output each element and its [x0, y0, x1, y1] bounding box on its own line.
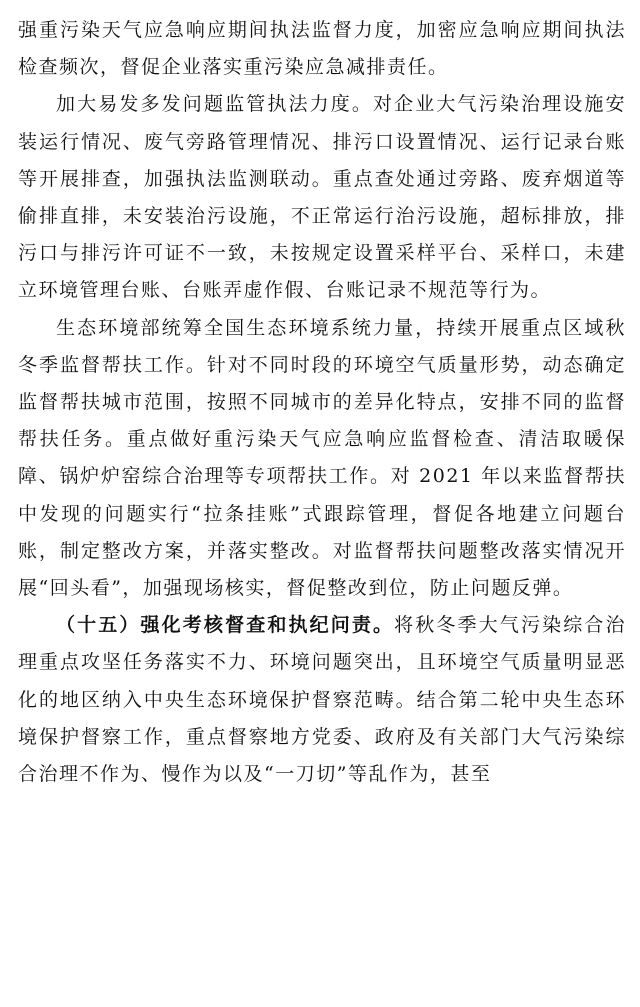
paragraph-enforcement [18, 86, 626, 309]
paragraph-text: 将秋冬季大气污染综合治理重点攻坚任务落实不力、环境问题突出，且环境空气质量明显恶化的地区纳入中央生态环境保护督察范畴。结合第二轮中央生态环境保护督察工作，重点督察地方党委、政府及有关部门大气污染综合治理不作为、慢作为以及“一刀切”等乱作为，甚至 [18, 614, 626, 786]
paragraph-text: 生态环境部统筹全国生态环境系统力量，持续开展重点区域秋冬季监督帮扶工作。针对不同时段的环境空气质量形势，动态确定监督帮扶城市范围，按照不同城市的差异化特点，安排不同的监督帮扶任务。重点做好重污染天气应急响应监督检查、清洁取暖保障、锅炉炉窑综合治理等专项帮扶工作。对 2021 年以来监督帮扶中发现的问题实行“拉条挂账”式跟踪管理，督促各地建立问题台账，制定整改方案，并落实整改。对监督帮扶问题整改落实情况开展“回头看”，加强现场核实，督促整改到位，防止问题反弹。 [18, 316, 626, 600]
paragraph-continuation [18, 12, 626, 86]
paragraph-accountability [18, 607, 626, 793]
section-heading: （十五）强化考核督查和执纪问责。 [56, 614, 395, 637]
paragraph-text: 强重污染天气应急响应期间执法监督力度，加密应急响应期间执法检查频次，督促企业落实重污染应急减排责任。 [18, 19, 626, 79]
paragraph-text: 加大易发多发问题监管执法力度。对企业大气污染治理设施安装运行情况、废气旁路管理情况、排污口设置情况、运行记录台账等开展排查，加强执法监测联动。重点查处通过旁路、废弃烟道等偷排直排，未安装治污设施，不正常运行治污设施，超标排放，排污口与排污许可证不一致，未按规定设置采样平台、采样口，未建立环境管理台账、台账弄虚作假、台账记录不规范等行为。 [18, 93, 626, 302]
paragraph-supervision [18, 310, 626, 608]
document-page [18, 12, 626, 793]
